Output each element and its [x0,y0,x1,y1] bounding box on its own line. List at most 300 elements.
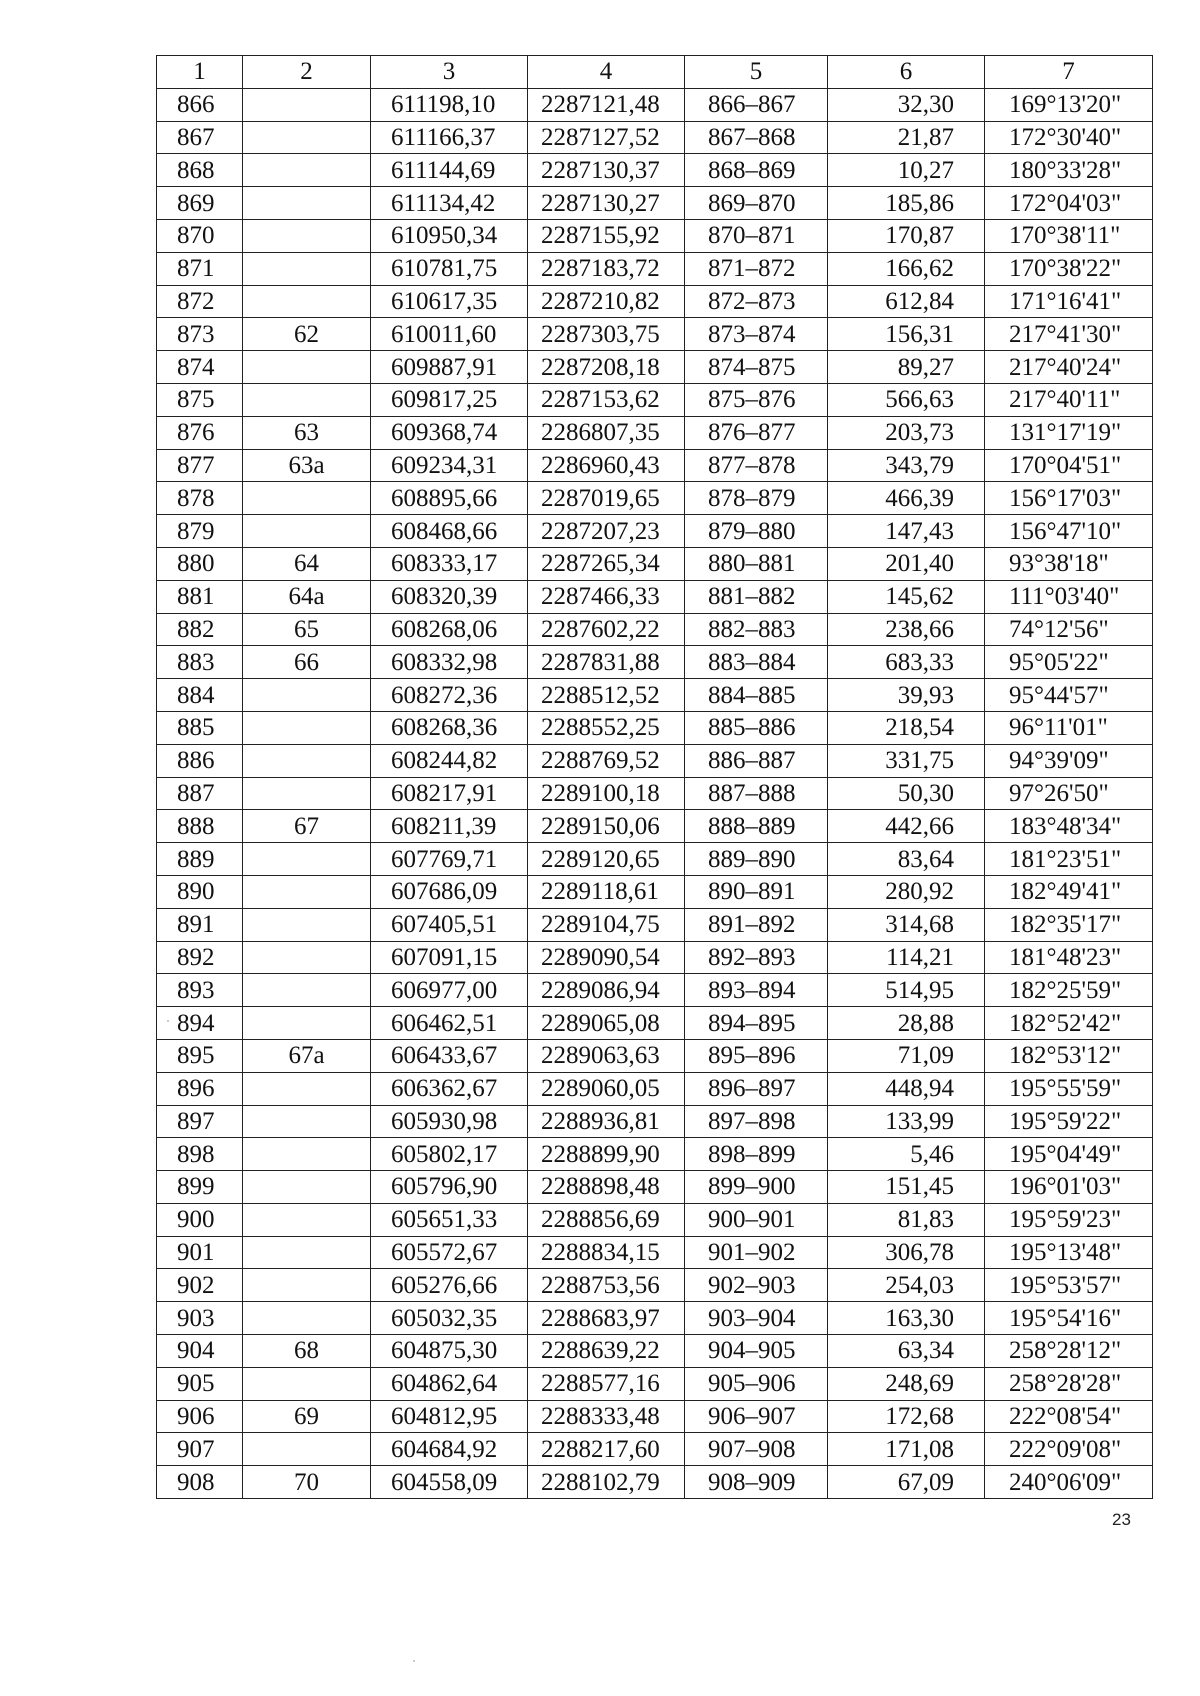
table-cell-col-2 [243,1072,371,1105]
table-cell-col-2: 63 [243,416,371,449]
table-cell-col-4: 2289118,61 [528,875,685,908]
table-cell-col-3: 604862,64 [371,1367,528,1400]
table-cell-col-1: 880 [157,547,243,580]
table-cell-col-2 [243,843,371,876]
table-cell-col-6: 331,75 [828,744,985,777]
table-cell-col-2 [243,875,371,908]
table-row [157,318,1153,351]
table-cell-col-7: 111°03'40" [985,580,1153,613]
table-cell-col-2 [243,121,371,154]
table-row [157,121,1153,154]
table-cell-col-4: 2288552,25 [528,711,685,744]
table-cell-col-6: 147,43 [828,515,985,548]
table-cell-col-6: 163,30 [828,1302,985,1335]
table-cell-col-2 [243,482,371,515]
table-cell-col-5: 871–872 [685,252,828,285]
table-cell-col-2 [243,1171,371,1204]
table-cell-col-1: 886 [157,744,243,777]
table-cell-col-5: 899–900 [685,1171,828,1204]
table-cell-col-4: 2287127,52 [528,121,685,154]
table-cell-col-7: 195°55'59" [985,1072,1153,1105]
table-cell-col-2: 62 [243,318,371,351]
table-row [157,547,1153,580]
table-cell-col-3: 607769,71 [371,843,528,876]
table-cell-col-4: 2288639,22 [528,1335,685,1368]
table-cell-col-6: 81,83 [828,1203,985,1236]
table-cell-col-1: 876 [157,416,243,449]
table-cell-col-6: 67,09 [828,1466,985,1499]
table-cell-col-6: 28,88 [828,1007,985,1040]
table-row [157,351,1153,384]
table-cell-col-1: 877 [157,449,243,482]
table-cell-col-6: 170,87 [828,219,985,252]
table-cell-col-4: 2288936,81 [528,1105,685,1138]
table-cell-col-5: 878–879 [685,482,828,515]
table-cell-col-1: 869 [157,187,243,220]
table-cell-col-5: 892–893 [685,941,828,974]
table-cell-col-5: 897–898 [685,1105,828,1138]
table-cell-col-2: 66 [243,646,371,679]
table-cell-col-5: 894–895 [685,1007,828,1040]
table-cell-col-7: 195°04'49" [985,1138,1153,1171]
table-cell-col-3: 605276,66 [371,1269,528,1302]
table-row [157,1269,1153,1302]
table-cell-col-7: 258°28'28" [985,1367,1153,1400]
table-cell-col-2 [243,1007,371,1040]
table-cell-col-1: 898 [157,1138,243,1171]
table-cell-col-2: 64а [243,580,371,613]
table-cell-col-2: 70 [243,1466,371,1499]
table-header-row [157,56,1153,89]
table-cell-col-7: 97°26'50" [985,777,1153,810]
table-cell-col-2 [243,383,371,416]
table-row [157,1466,1153,1499]
table-cell-col-3: 611134,42 [371,187,528,220]
table-row [157,875,1153,908]
table-cell-col-3: 607686,09 [371,875,528,908]
table-row [157,777,1153,810]
table-cell-col-3: 608244,82 [371,744,528,777]
table-cell-col-1: 878 [157,482,243,515]
table-cell-col-3: 605802,17 [371,1138,528,1171]
table-cell-col-2 [243,1203,371,1236]
table-cell-col-2 [243,1236,371,1269]
table-cell-col-5: 887–888 [685,777,828,810]
table-cell-col-3: 607405,51 [371,908,528,941]
table-cell-col-3: 611144,69 [371,154,528,187]
table-cell-col-6: 10,27 [828,154,985,187]
table-cell-col-4: 2286960,43 [528,449,685,482]
table-cell-col-6: 89,27 [828,351,985,384]
table-cell-col-4: 2289060,05 [528,1072,685,1105]
table-cell-col-5: 903–904 [685,1302,828,1335]
table-cell-col-6: 683,33 [828,646,985,679]
table-cell-col-3: 605651,33 [371,1203,528,1236]
table-cell-col-7: 181°23'51" [985,843,1153,876]
table-cell-col-1: 897 [157,1105,243,1138]
table-cell-col-5: 898–899 [685,1138,828,1171]
table-cell-col-1: 866 [157,88,243,121]
table-cell-col-5: 904–905 [685,1335,828,1368]
table-cell-col-4: 2287831,88 [528,646,685,679]
table-cell-col-2: 64 [243,547,371,580]
column-header-2: 2 [243,56,371,89]
table-cell-col-4: 2289065,08 [528,1007,685,1040]
table-cell-col-1: 896 [157,1072,243,1105]
table-cell-col-6: 133,99 [828,1105,985,1138]
scan-artifact-dot [167,1020,169,1022]
table-row [157,941,1153,974]
table-cell-col-5: 882–883 [685,613,828,646]
table-cell-col-4: 2287207,23 [528,515,685,548]
table-row [157,580,1153,613]
table-cell-col-3: 608272,36 [371,679,528,712]
table-cell-col-3: 608268,06 [371,613,528,646]
table-cell-col-4: 2289100,18 [528,777,685,810]
table-cell-col-1: 891 [157,908,243,941]
table-cell-col-2 [243,219,371,252]
table-cell-col-4: 2286807,35 [528,416,685,449]
table-cell-col-6: 172,68 [828,1400,985,1433]
table-cell-col-7: 182°52'42" [985,1007,1153,1040]
table-cell-col-6: 185,86 [828,187,985,220]
table-cell-col-5: 872–873 [685,285,828,318]
table-cell-col-5: 906–907 [685,1400,828,1433]
table-cell-col-2 [243,1302,371,1335]
table-row [157,515,1153,548]
table-cell-col-6: 145,62 [828,580,985,613]
table-cell-col-3: 611166,37 [371,121,528,154]
table-cell-col-5: 869–870 [685,187,828,220]
table-cell-col-4: 2289150,06 [528,810,685,843]
table-cell-col-1: 881 [157,580,243,613]
table-cell-col-2 [243,88,371,121]
table-row [157,711,1153,744]
table-cell-col-4: 2288899,90 [528,1138,685,1171]
table-row [157,1039,1153,1072]
table-cell-col-2 [243,515,371,548]
table-cell-col-5: 907–908 [685,1433,828,1466]
table-cell-col-5: 880–881 [685,547,828,580]
table-cell-col-2 [243,1269,371,1302]
table-cell-col-1: 871 [157,252,243,285]
table-cell-col-2: 67а [243,1039,371,1072]
table-row [157,1138,1153,1171]
table-body [157,56,1153,1499]
table-cell-col-6: 203,73 [828,416,985,449]
table-cell-col-4: 2289086,94 [528,974,685,1007]
table-cell-col-6: 156,31 [828,318,985,351]
table-cell-col-3: 608895,66 [371,482,528,515]
table-cell-col-7: 195°54'16" [985,1302,1153,1335]
table-cell-col-7: 182°49'41" [985,875,1153,908]
table-cell-col-2 [243,908,371,941]
table-row [157,252,1153,285]
table-row [157,285,1153,318]
table-cell-col-5: 883–884 [685,646,828,679]
table-cell-col-4: 2287153,62 [528,383,685,416]
table-cell-col-4: 2287602,22 [528,613,685,646]
table-cell-col-1: 885 [157,711,243,744]
table-cell-col-6: 514,95 [828,974,985,1007]
table-cell-col-3: 610781,75 [371,252,528,285]
table-cell-col-2 [243,187,371,220]
table-cell-col-1: 868 [157,154,243,187]
table-cell-col-4: 2287210,82 [528,285,685,318]
table-cell-col-4: 2288512,52 [528,679,685,712]
table-cell-col-1: 905 [157,1367,243,1400]
table-cell-col-1: 906 [157,1400,243,1433]
table-cell-col-1: 895 [157,1039,243,1072]
table-cell-col-5: 902–903 [685,1269,828,1302]
table-row [157,1203,1153,1236]
table-row [157,88,1153,121]
table-row [157,482,1153,515]
table-row [157,1400,1153,1433]
table-cell-col-4: 2288577,16 [528,1367,685,1400]
table-cell-col-1: 903 [157,1302,243,1335]
table-cell-col-6: 166,62 [828,252,985,285]
column-header-1: 1 [157,56,243,89]
table-cell-col-4: 2288333,48 [528,1400,685,1433]
table-cell-col-2 [243,1138,371,1171]
table-cell-col-5: 890–891 [685,875,828,908]
table-cell-col-3: 609234,31 [371,449,528,482]
page-number: 23 [1112,1510,1131,1529]
table-cell-col-1: 870 [157,219,243,252]
table-cell-col-7: 240°06'09" [985,1466,1153,1499]
table-cell-col-6: 171,08 [828,1433,985,1466]
table-cell-col-4: 2288683,97 [528,1302,685,1335]
table-cell-col-5: 896–897 [685,1072,828,1105]
table-cell-col-7: 95°05'22" [985,646,1153,679]
table-cell-col-6: 280,92 [828,875,985,908]
table-cell-col-7: 74°12'56" [985,613,1153,646]
table-cell-col-1: 890 [157,875,243,908]
table-cell-col-5: 905–906 [685,1367,828,1400]
table-cell-col-2: 69 [243,1400,371,1433]
table-row [157,1171,1153,1204]
table-cell-col-6: 442,66 [828,810,985,843]
table-cell-col-6: 83,64 [828,843,985,876]
table-cell-col-7: 181°48'23" [985,941,1153,974]
table-cell-col-2 [243,285,371,318]
table-row [157,810,1153,843]
table-cell-col-7: 217°40'11" [985,383,1153,416]
table-cell-col-6: 612,84 [828,285,985,318]
column-header-7: 7 [985,56,1153,89]
table-cell-col-2 [243,777,371,810]
table-cell-col-7: 195°13'48" [985,1236,1153,1269]
table-cell-col-7: 222°08'54" [985,1400,1153,1433]
table-cell-col-7: 183°48'34" [985,810,1153,843]
table-cell-col-6: 343,79 [828,449,985,482]
table-cell-col-1: 894 [157,1007,243,1040]
table-cell-col-5: 870–871 [685,219,828,252]
coordinates-table [156,55,1153,1499]
table-cell-col-3: 611198,10 [371,88,528,121]
column-header-4: 4 [528,56,685,89]
table-row [157,974,1153,1007]
table-cell-col-4: 2288856,69 [528,1203,685,1236]
table-cell-col-7: 195°59'23" [985,1203,1153,1236]
table-cell-col-1: 873 [157,318,243,351]
table-cell-col-3: 607091,15 [371,941,528,974]
table-cell-col-3: 608217,91 [371,777,528,810]
table-cell-col-2: 68 [243,1335,371,1368]
table-cell-col-7: 258°28'12" [985,1335,1153,1368]
table-cell-col-7: 180°33'28" [985,154,1153,187]
table-cell-col-7: 217°41'30" [985,318,1153,351]
table-cell-col-3: 605572,67 [371,1236,528,1269]
table-row [157,1335,1153,1368]
table-cell-col-5: 881–882 [685,580,828,613]
table-cell-col-4: 2287019,65 [528,482,685,515]
table-row [157,1236,1153,1269]
table-row [157,1072,1153,1105]
table-cell-col-5: 900–901 [685,1203,828,1236]
table-cell-col-1: 899 [157,1171,243,1204]
table-cell-col-5: 874–875 [685,351,828,384]
table-cell-col-3: 608332,98 [371,646,528,679]
table-cell-col-3: 605930,98 [371,1105,528,1138]
table-cell-col-3: 608468,66 [371,515,528,548]
table-cell-col-7: 222°09'08" [985,1433,1153,1466]
table-cell-col-4: 2287130,37 [528,154,685,187]
table-cell-col-1: 882 [157,613,243,646]
table-row [157,416,1153,449]
column-header-6: 6 [828,56,985,89]
table-cell-col-5: 891–892 [685,908,828,941]
table-cell-col-2: 65 [243,613,371,646]
table-cell-col-3: 606462,51 [371,1007,528,1040]
scan-artifact-dot [413,1660,415,1662]
table-cell-col-6: 254,03 [828,1269,985,1302]
table-cell-col-5: 867–868 [685,121,828,154]
table-cell-col-3: 608268,36 [371,711,528,744]
table-cell-col-4: 2289104,75 [528,908,685,941]
table-cell-col-7: 95°44'57" [985,679,1153,712]
table-cell-col-5: 885–886 [685,711,828,744]
table-cell-col-6: 39,93 [828,679,985,712]
table-cell-col-6: 21,87 [828,121,985,154]
table-cell-col-1: 904 [157,1335,243,1368]
table-cell-col-6: 63,34 [828,1335,985,1368]
table-cell-col-5: 868–869 [685,154,828,187]
table-cell-col-7: 96°11'01" [985,711,1153,744]
table-cell-col-2 [243,351,371,384]
table-cell-col-7: 182°25'59" [985,974,1153,1007]
table-cell-col-4: 2289090,54 [528,941,685,974]
table-cell-col-3: 604684,92 [371,1433,528,1466]
table-cell-col-3: 606433,67 [371,1039,528,1072]
table-cell-col-2: 67 [243,810,371,843]
table-cell-col-1: 889 [157,843,243,876]
table-cell-col-6: 50,30 [828,777,985,810]
table-cell-col-1: 887 [157,777,243,810]
column-header-3: 3 [371,56,528,89]
table-cell-col-7: 156°17'03" [985,482,1153,515]
table-row [157,908,1153,941]
table-cell-col-3: 608320,39 [371,580,528,613]
table-cell-col-7: 94°39'09" [985,744,1153,777]
table-cell-col-7: 217°40'24" [985,351,1153,384]
table-cell-col-3: 608333,17 [371,547,528,580]
table-cell-col-3: 609368,74 [371,416,528,449]
table-cell-col-2 [243,974,371,1007]
table-cell-col-4: 2287303,75 [528,318,685,351]
table-cell-col-4: 2287155,92 [528,219,685,252]
table-cell-col-4: 2287265,34 [528,547,685,580]
table-row [157,383,1153,416]
table-cell-col-2 [243,744,371,777]
table-row [157,1105,1153,1138]
table-cell-col-7: 172°04'03" [985,187,1153,220]
table-cell-col-6: 218,54 [828,711,985,744]
table-cell-col-4: 2288834,15 [528,1236,685,1269]
table-cell-col-3: 605032,35 [371,1302,528,1335]
table-cell-col-5: 888–889 [685,810,828,843]
table-cell-col-7: 156°47'10" [985,515,1153,548]
table-cell-col-2 [243,1433,371,1466]
table-row [157,679,1153,712]
table-cell-col-4: 2289120,65 [528,843,685,876]
table-cell-col-1: 874 [157,351,243,384]
table-cell-col-6: 114,21 [828,941,985,974]
table-cell-col-6: 306,78 [828,1236,985,1269]
table-cell-col-1: 900 [157,1203,243,1236]
table-cell-col-4: 2288769,52 [528,744,685,777]
table-row [157,1007,1153,1040]
table-row [157,744,1153,777]
table-cell-col-7: 170°04'51" [985,449,1153,482]
table-cell-col-5: 886–887 [685,744,828,777]
table-cell-col-2 [243,711,371,744]
table-cell-col-4: 2287208,18 [528,351,685,384]
table-cell-col-3: 604812,95 [371,1400,528,1433]
table-cell-col-5: 893–894 [685,974,828,1007]
table-row [157,154,1153,187]
table-cell-col-5: 873–874 [685,318,828,351]
table-row [157,646,1153,679]
table-cell-col-3: 604558,09 [371,1466,528,1499]
table-cell-col-5: 875–876 [685,383,828,416]
table-cell-col-4: 2289063,63 [528,1039,685,1072]
table-cell-col-1: 884 [157,679,243,712]
table-cell-col-1: 883 [157,646,243,679]
table-cell-col-1: 872 [157,285,243,318]
table-cell-col-1: 879 [157,515,243,548]
table-cell-col-5: 876–877 [685,416,828,449]
table-cell-col-1: 867 [157,121,243,154]
table-cell-col-3: 610617,35 [371,285,528,318]
table-cell-col-2 [243,941,371,974]
table-row [157,1367,1153,1400]
table-cell-col-1: 893 [157,974,243,1007]
table-row [157,219,1153,252]
table-cell-col-3: 605796,90 [371,1171,528,1204]
table-cell-col-5: 877–878 [685,449,828,482]
table-cell-col-6: 32,30 [828,88,985,121]
table-cell-col-5: 879–880 [685,515,828,548]
table-row [157,1433,1153,1466]
table-cell-col-3: 608211,39 [371,810,528,843]
table-row [157,843,1153,876]
table-cell-col-4: 2287466,33 [528,580,685,613]
table-row [157,449,1153,482]
table-cell-col-7: 171°16'41" [985,285,1153,318]
table-cell-col-1: 908 [157,1466,243,1499]
